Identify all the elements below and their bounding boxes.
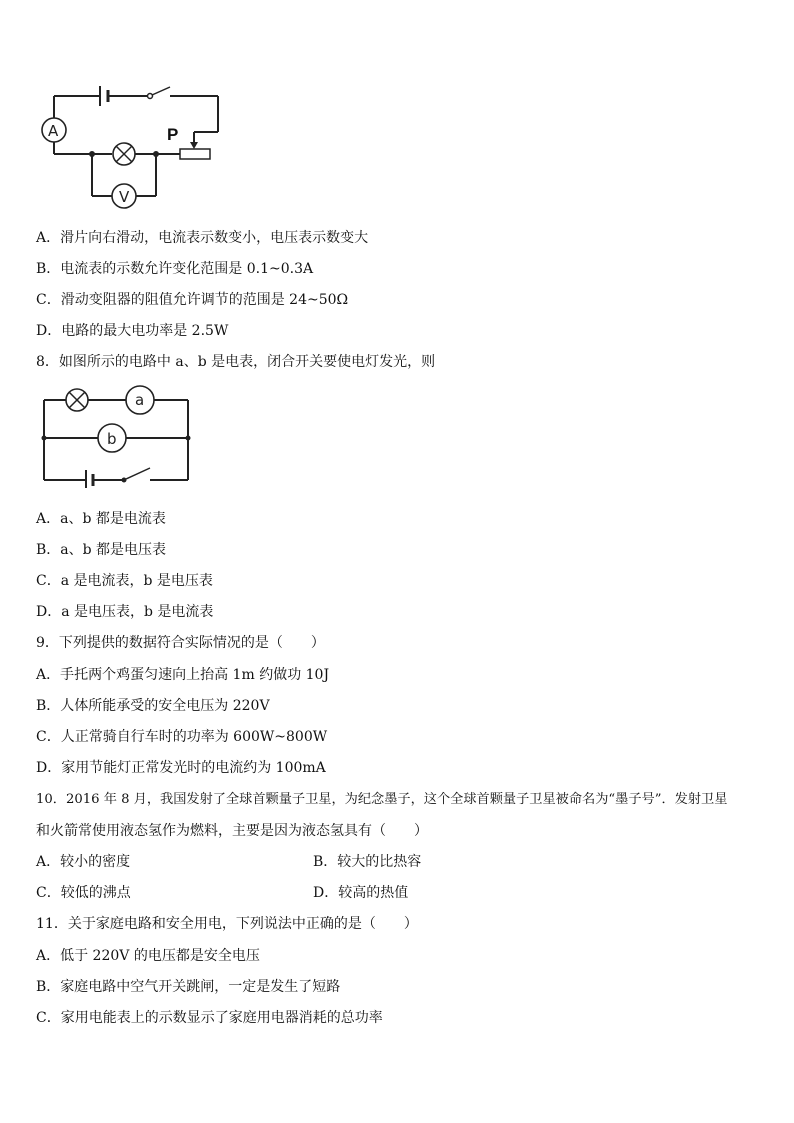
circuit-diagram-2 [36, 384, 196, 488]
q9-stem: 9．下列提供的数据符合实际情况的是（ ） [36, 635, 325, 651]
rheostat [180, 149, 210, 159]
slider-label: P [167, 125, 179, 144]
switch-pivot [122, 478, 127, 483]
q11-option-a: A．低于 220V 的电压都是安全电压 [36, 948, 260, 964]
q8-option-a: A．a、b 都是电流表 [36, 511, 166, 527]
switch-blade [152, 87, 170, 95]
meter-a-label: a [135, 391, 145, 409]
q8-option-d: D．a 是电压表，b 是电流表 [36, 604, 214, 620]
circuit-diagram-1 [36, 84, 226, 214]
q10-option-c: C．较低的沸点 [36, 885, 131, 901]
q7-option-a: A．滑片向右滑动，电流表示数变小，电压表示数变大 [36, 230, 369, 246]
q7-option-c: C．滑动变阻器的阻值允许调节的范围是 24~50Ω [36, 292, 349, 308]
voltmeter-symbol: V [119, 188, 130, 206]
q11-stem: 11．关于家庭电路和安全用电，下列说法中正确的是（ ） [36, 916, 418, 932]
q10-option-a: A．较小的密度 [36, 854, 131, 870]
ammeter-symbol: A [48, 122, 59, 140]
q9-option-b: B．人体所能承受的安全电压为 220V [36, 698, 270, 714]
q9-option-d: D．家用节能灯正常发光时的电流约为 100mA [36, 760, 326, 776]
q11-option-c: C．家用电能表上的示数显示了家庭用电器消耗的总功率 [36, 1010, 383, 1026]
q9-option-c: C．人正常骑自行车时的功率为 600W~800W [36, 729, 328, 745]
q10-stem-line1: 10．2016 年 8 月，我国发射了全球首颗量子卫星，为纪念墨子，这个全球首颗量子卫星被命名为“墨子号”．发射卫星 [36, 792, 728, 807]
q7-option-d: D．电路的最大电功率是 2.5W [36, 323, 229, 339]
switch-blade [126, 468, 150, 479]
q11-option-b: B．家庭电路中空气开关跳闸，一定是发生了短路 [36, 979, 341, 995]
slider-arrow-head [190, 142, 198, 149]
q7-option-b: B．电流表的示数允许变化范围是 0.1~0.3A [36, 261, 314, 277]
q8-stem: 8．如图所示的电路中 a、b 是电表，闭合开关要使电灯发光，则 [36, 354, 436, 370]
q10-option-b: B．较大的比热容 [313, 854, 422, 870]
q8-option-b: B．a、b 都是电压表 [36, 542, 167, 558]
q8-option-c: C．a 是电流表，b 是电压表 [36, 573, 213, 589]
switch-pivot [148, 94, 153, 99]
q10-stem-line2: 和火箭常使用液态氢作为燃料，主要是因为液态氢具有（ ） [36, 823, 428, 839]
q9-option-a: A．手托两个鸡蛋匀速向上抬高 1m 约做功 10J [36, 667, 330, 683]
meter-b-label: b [107, 430, 117, 448]
q10-option-d: D．较高的热值 [313, 885, 409, 901]
